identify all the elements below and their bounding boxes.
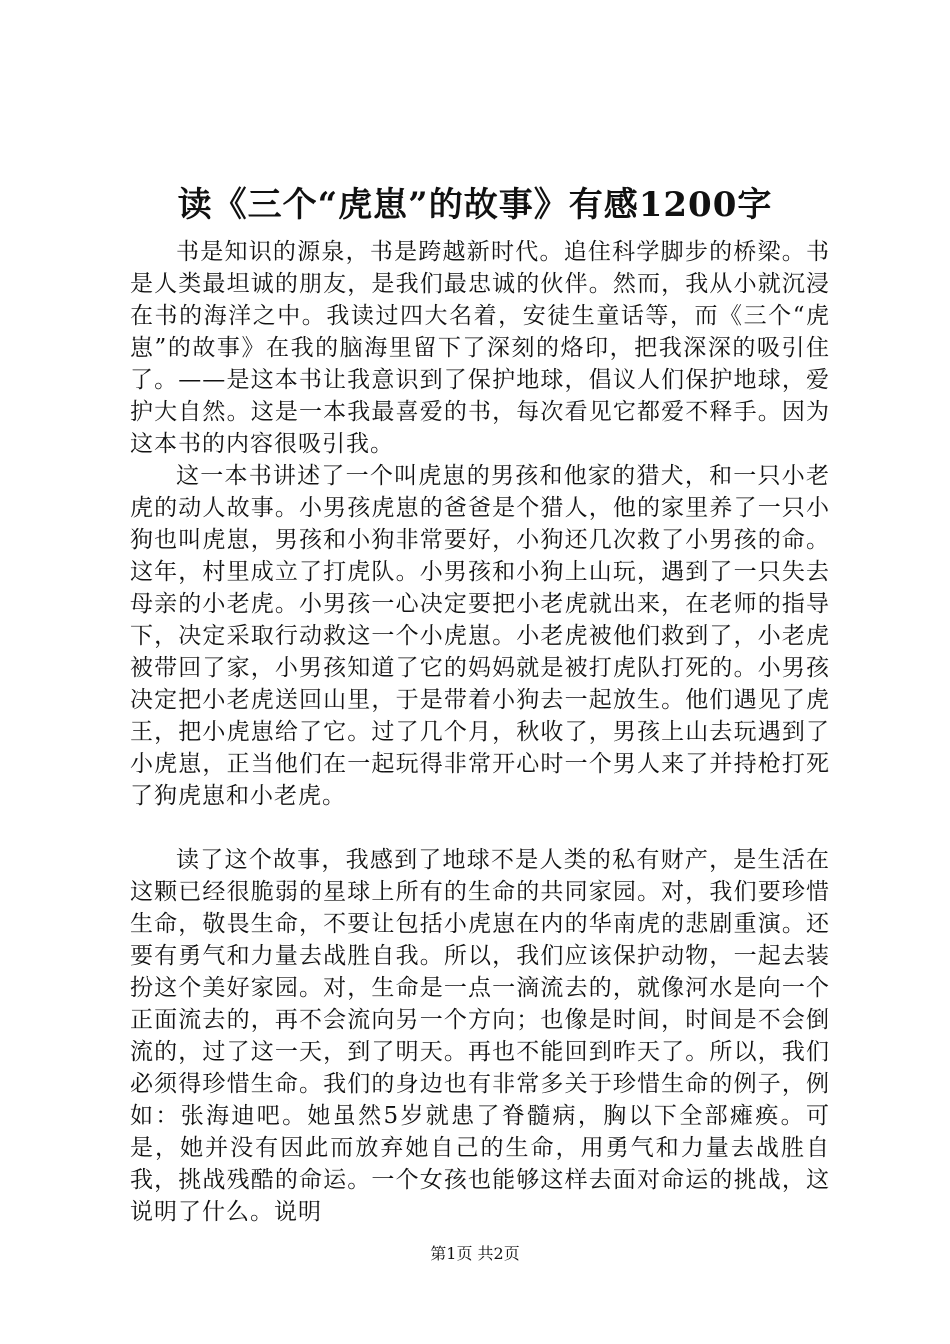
paragraph-3: 读了这个故事，我感到了地球不是人类的私有财产，是生活在这颗已经很脆弱的星球上所有的生命的共同家园。对，我们要珍惜生命，敬畏生命，不要让包括小虎崽在内的华南虎的悲剧重演。还要有勇气和力量去战胜自我。所以，我们应该保护动物，一起去装扮这个美好家园。对，生命是一点一滴流去的，就像河水是向一个正面流去的，再不会流向另一个方向；也像是时间，时间是不会倒流的，过了这一天，到了明天。再也不能回到昨天了。所以，我们必须得珍惜生命。我们的身边也有非常多关于珍惜生命的例子，例如：张海迪吧。她虽然5岁就患了脊髓病，胸以下全部瘫痪。可是，她并没有因此而放弃她自己的生命，用勇气和力量去战胜自我，挑战残酷的命运。一个女孩也能够这样去面对命运的挑战，这说明了什么。说明 <box>130 847 830 1225</box>
paragraph-1: 书是知识的源泉，书是跨越新时代。追住科学脚步的桥梁。书是人类最坦诚的朋友，是我们最忠诚的伙伴。然而，我从小就沉浸在书的海洋之中。我读过四大名着，安徒生童话等，而《三个“虎崽”的故事》在我的脑海里留下了深刻的烙印，把我深深的吸引住了。——是这本书让我意识到了保护地球，倡议人们保护地球，爱护大自然。这是一本我最喜爱的书，每次看见它都爱不释手。因为这本书的内容很吸引我。 <box>130 239 830 457</box>
paragraph-2: 这一本书讲述了一个叫虎崽的男孩和他家的猎犬，和一只小老虎的动人故事。小男孩虎崽的爸爸是个猎人，他的家里养了一只小狗也叫虎崽，男孩和小狗非常要好，小狗还几次救了小男孩的命。这年，村里成立了打虎队。小男孩和小狗上山玩，遇到了一只失去母亲的小老虎。小男孩一心决定要把小老虎就出来，在老师的指导下，决定采取行动救这一个小虎崽。小老虎被他们救到了，小老虎被带回了家，小男孩知道了它的妈妈就是被打虎队打死的。小男孩决定把小老虎送回山里，于是带着小狗去一起放生。他们遇见了虎王，把小虎崽给了它。过了几个月，秋收了，男孩上山去玩遇到了小虎崽，正当他们在一起玩得非常开心时一个男人来了并持枪打死了狗虎崽和小老虎。 <box>130 463 830 809</box>
page-footer: 第1页 共2页 <box>430 1244 520 1263</box>
document-title: 读《三个“虎崽”的故事》有感1200字 <box>177 185 773 225</box>
document-body <box>130 236 830 1228</box>
